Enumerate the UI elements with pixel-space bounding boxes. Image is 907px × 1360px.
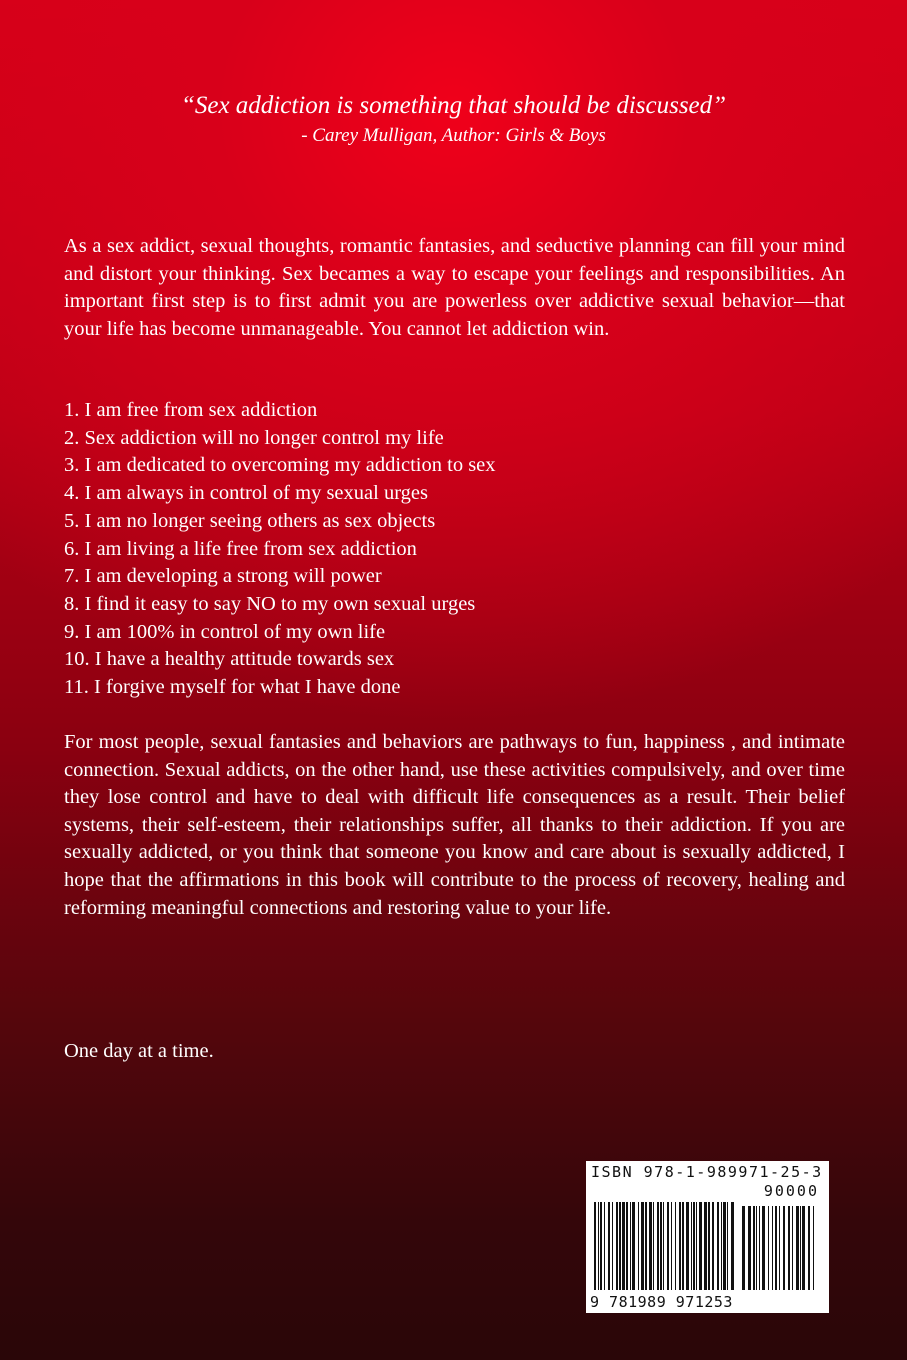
barcode-bar bbox=[802, 1206, 805, 1290]
barcode-bar bbox=[768, 1206, 769, 1290]
barcode-bar bbox=[762, 1206, 765, 1290]
barcode-bar bbox=[663, 1202, 664, 1290]
barcode-bar bbox=[612, 1202, 613, 1290]
barcode-bar bbox=[731, 1202, 734, 1290]
list-item: 5. I am no longer seeing others as sex objects bbox=[64, 509, 436, 532]
barcode-bar bbox=[753, 1206, 755, 1290]
barcode-bar bbox=[775, 1206, 777, 1290]
barcode-bar bbox=[600, 1202, 602, 1290]
barcode-bar bbox=[723, 1202, 726, 1290]
barcode-bar bbox=[717, 1202, 719, 1290]
barcode-bar bbox=[657, 1202, 659, 1290]
barcode-bar bbox=[649, 1202, 652, 1290]
barcode-bar bbox=[808, 1206, 810, 1290]
list-item: 10. I have a healthy attitude towards sex bbox=[64, 648, 395, 671]
isbn-barcode bbox=[586, 1161, 829, 1313]
barcode-bar bbox=[641, 1202, 644, 1290]
list-item: 7. I am developing a strong will power bbox=[64, 565, 382, 588]
barcode-bar bbox=[630, 1202, 631, 1290]
barcode-bar bbox=[598, 1202, 599, 1290]
barcode-bar bbox=[708, 1202, 710, 1290]
list-item: 3. I am dedicated to overcoming my addiction to sex bbox=[64, 454, 496, 477]
barcode-bar bbox=[619, 1202, 621, 1290]
barcode-bar bbox=[638, 1202, 639, 1290]
barcode-bar bbox=[727, 1202, 728, 1290]
barcode-bar bbox=[686, 1202, 689, 1290]
barcode-bar bbox=[704, 1202, 707, 1290]
list-item: 4. I am always in control of my sexual urges bbox=[64, 482, 428, 505]
barcode-bar bbox=[667, 1202, 669, 1290]
closing-line: One day at a time. bbox=[64, 1040, 214, 1062]
quote-attribution: - Carey Mulligan, Author: Girls & Boys bbox=[301, 125, 606, 146]
body-paragraph: For most people, sexual fantasies and behaviors are pathways to fun, happiness , and intimate connection. Sexual addicts, on the other hand, use these activities compulsively, and over time they lose control and have to deal with difficult life consequences as a result. Their belief systems, their self-esteem, their relationships suffer, all thanks to their addiction. If you are sexually addicted, or you think that someone you know and care about is sexually addicted, I hope that the affirmations in this book will contribute to the process of recovery, healing and reforming meaningful connections and restoring value to your life. bbox=[64, 731, 845, 919]
barcode-bar bbox=[675, 1202, 676, 1290]
barcode-bar bbox=[660, 1202, 662, 1290]
barcode-bar bbox=[682, 1202, 684, 1290]
barcode-bar bbox=[632, 1202, 635, 1290]
barcode-bar bbox=[594, 1202, 596, 1290]
list-item: 11. I forgive myself for what I have done bbox=[64, 676, 401, 699]
list-item: 6. I am living a life free from sex addiction bbox=[64, 537, 417, 560]
barcode-bar bbox=[813, 1206, 814, 1290]
barcode-bar bbox=[800, 1206, 801, 1290]
barcode-bar bbox=[742, 1206, 745, 1290]
barcode-bar bbox=[792, 1206, 793, 1290]
affirmations-list bbox=[64, 397, 496, 702]
barcode-bar bbox=[604, 1202, 605, 1290]
barcode-bar bbox=[622, 1202, 625, 1290]
barcode-bar bbox=[616, 1202, 618, 1290]
barcode-bar bbox=[772, 1206, 773, 1290]
barcode-bar bbox=[783, 1206, 785, 1290]
list-item: 8. I find it easy to say NO to my own sexual urges bbox=[64, 592, 476, 615]
barcode-bar bbox=[608, 1202, 610, 1290]
barcode-bar bbox=[671, 1202, 672, 1290]
barcode-bar bbox=[653, 1202, 654, 1290]
isbn-text: ISBN 978-1-989971-25-3 bbox=[591, 1163, 823, 1181]
barcode-bar bbox=[699, 1202, 702, 1290]
barcode-bar bbox=[721, 1202, 722, 1290]
list-item: 9. I am 100% in control of my own life bbox=[64, 620, 386, 643]
barcode-bar bbox=[696, 1202, 697, 1290]
barcode-bar bbox=[626, 1202, 628, 1290]
barcode-bar bbox=[712, 1202, 714, 1290]
list-item: 1. I am free from sex addiction bbox=[64, 399, 318, 421]
barcode-bar bbox=[748, 1206, 751, 1290]
ean-digits: 9 781989 971253 bbox=[590, 1293, 733, 1311]
intro-paragraph: As a sex addict, sexual thoughts, romantic fantasies, and seductive planning can fill your mind and distort your thinking. Sex becames a way to escape your feelings and responsibilities. An important first step is to first admit you are powerless over addictive sexual behavior—that your life has become unmanageable. You cannot let addiction win. bbox=[64, 235, 845, 340]
barcode-bar bbox=[691, 1202, 692, 1290]
barcode-bar bbox=[796, 1206, 799, 1290]
barcode-bar bbox=[759, 1206, 760, 1290]
barcode-bar bbox=[779, 1206, 780, 1290]
cover-quote: “Sex addiction is something that should be discussed” bbox=[180, 92, 727, 119]
list-item: 2. Sex addiction will no longer control my life bbox=[64, 426, 444, 449]
barcode-bars bbox=[592, 1202, 824, 1290]
barcode-bar bbox=[756, 1206, 757, 1290]
barcode-bar bbox=[645, 1202, 647, 1290]
barcode-bar bbox=[679, 1202, 681, 1290]
barcode-bar bbox=[693, 1202, 695, 1290]
barcode-bar bbox=[788, 1206, 790, 1290]
price-code: 90000 bbox=[763, 1182, 819, 1200]
